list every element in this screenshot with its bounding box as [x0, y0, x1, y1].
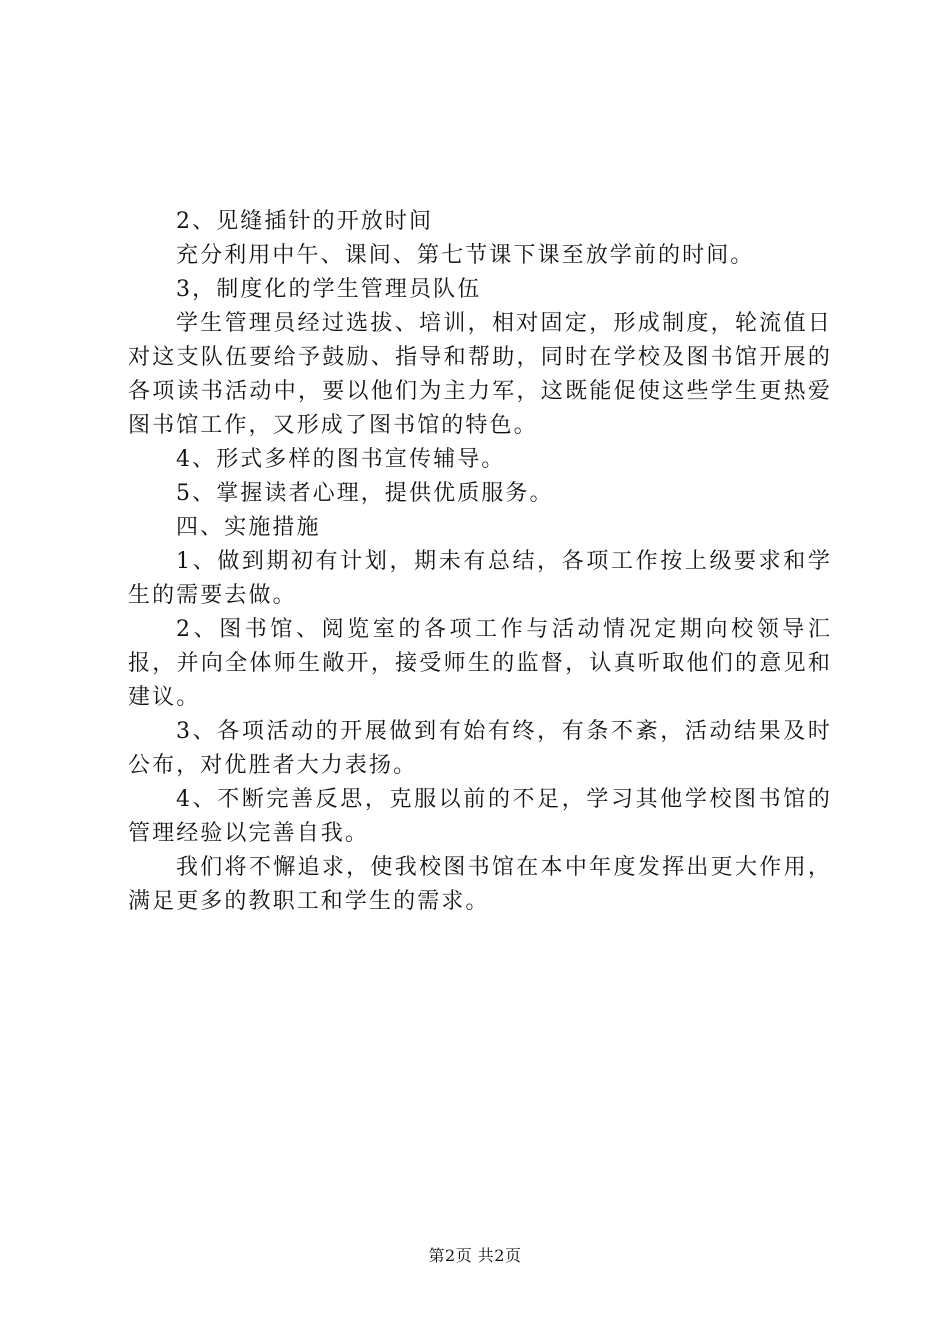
paragraph: 3、各项活动的开展做到有始有终，有条不紊，活动结果及时公布，对优胜者大力表扬。 — [128, 719, 832, 778]
paragraph: 2、见缝插针的开放时间 — [176, 209, 434, 234]
paragraph: 充分利用中午、课间、第七节课下课至放学前的时间。 — [176, 243, 755, 268]
paragraph: 我们将不懈追求，使我校图书馆在本中年度发挥出更大作用，满足更多的教职工和学生的需求。 — [128, 855, 832, 914]
paragraph: 学生管理员经过选拔、培训，相对固定，形成制度，轮流值日对这支队伍要给予鼓励、指导和帮助，同时在学校及图书馆开展的各项读书活动中，要以他们为主力军，这既能促使这些学生更热爱图书馆工作，又形成了图书馆的特色。 — [128, 311, 832, 438]
paragraph: 2、图书馆、阅览室的各项工作与活动情况定期向校领导汇报，并向全体师生敞开，接受师生的监督，认真听取他们的意见和建议。 — [128, 617, 832, 710]
document-body — [128, 205, 832, 919]
paragraph: 3，制度化的学生管理员队伍 — [176, 277, 482, 302]
page-footer: 第2页 共2页 — [428, 1246, 522, 1265]
paragraph: 4、形式多样的图书宣传辅导。 — [176, 447, 506, 472]
section-heading: 四、实施措施 — [176, 515, 321, 540]
paragraph: 5、掌握读者心理，提供优质服务。 — [176, 481, 554, 506]
paragraph: 1、做到期初有计划，期未有总结，各项工作按上级要求和学生的需要去做。 — [128, 549, 832, 608]
paragraph: 4、不断完善反思，克服以前的不足，学习其他学校图书馆的管理经验以完善自我。 — [128, 787, 832, 846]
